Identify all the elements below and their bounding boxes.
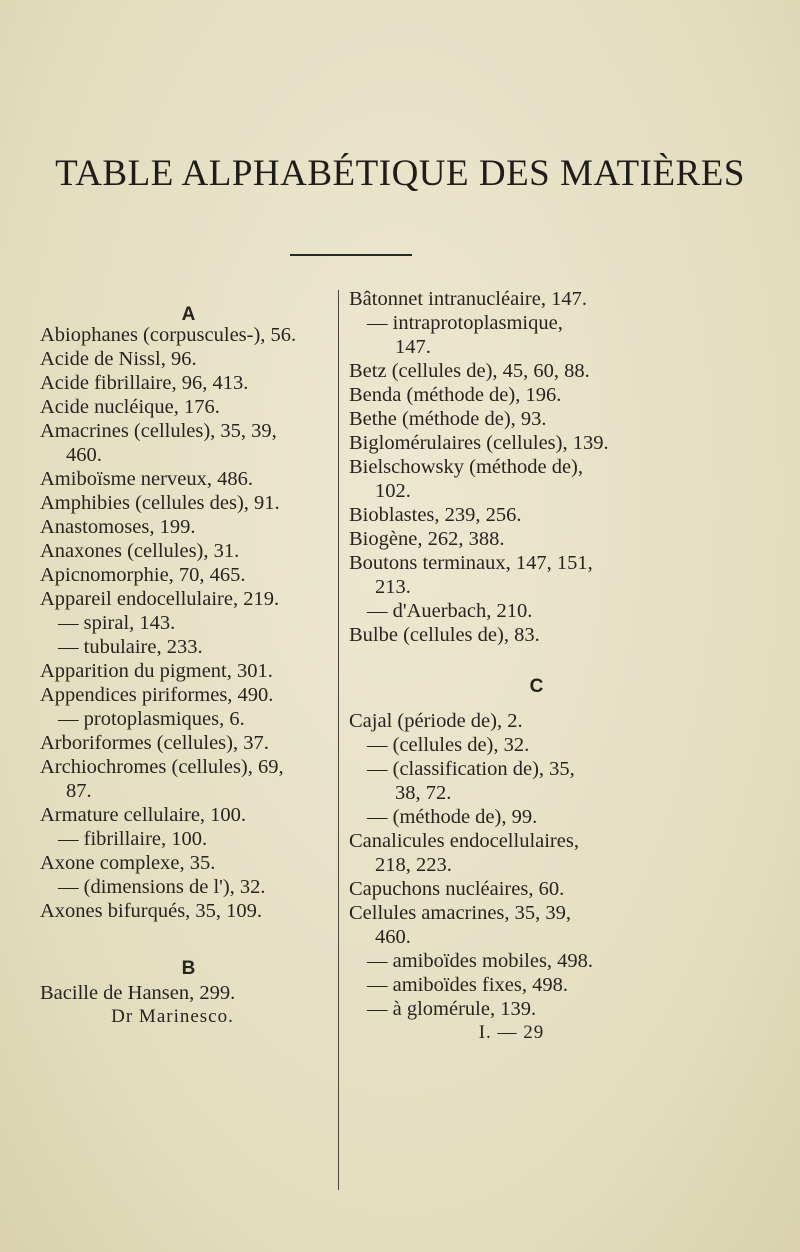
index-entry: Armature cellulaire, 100. — [40, 804, 247, 826]
index-entry: Cellules amacrines, 35, 39, — [349, 902, 572, 924]
index-entry: Canalicules endocellulaires, — [349, 830, 579, 852]
index-entry: — intraprotoplasmique, — [367, 312, 563, 334]
right-column — [349, 287, 764, 1045]
index-entry: Appareil endocellulaire, 219. — [40, 588, 280, 610]
index-entry: — protoplasmiques, 6. — [58, 708, 245, 730]
index-entry: 460. — [66, 444, 102, 466]
section-heading-a: A — [181, 304, 196, 325]
index-entry: Boutons terminaux, 147, 151, — [349, 552, 593, 574]
entries-b — [40, 981, 345, 1005]
entries-c — [349, 709, 764, 1021]
index-entry: — (méthode de), 99. — [367, 806, 538, 828]
index-entry: Arboriformes (cellules), 37. — [40, 732, 269, 754]
index-entry: — (classification de), 35, — [367, 758, 575, 780]
section-heading-b: B — [181, 958, 196, 979]
index-entry: — (dimensions de l'), 32. — [58, 876, 266, 898]
page-signature: I. — 29 — [478, 1022, 545, 1043]
index-entry: — fibrillaire, 100. — [58, 828, 208, 850]
index-entry: Appendices piriformes, 490. — [40, 684, 274, 706]
index-entry: Bulbe (cellules de), 83. — [349, 624, 540, 646]
index-entry: Axones bifurqués, 35, 109. — [40, 900, 263, 922]
index-entry: Archiochromes (cellules), 69, — [40, 756, 284, 778]
index-entry: Biglomérulaires (cellules), 139. — [349, 432, 609, 454]
index-entry: Amacrines (cellules), 35, 39, — [40, 420, 277, 442]
index-entry: Apicnomorphie, 70, 465. — [40, 564, 246, 586]
index-entry: Abiophanes (corpuscules-), 56. — [40, 324, 297, 346]
index-entry: 460. — [375, 926, 411, 948]
index-entry: Acide nucléique, 176. — [40, 396, 220, 418]
index-entry: Acide fibrillaire, 96, 413. — [40, 372, 249, 394]
index-entry: — (cellules de), 32. — [367, 734, 530, 756]
index-entry: — d'Auerbach, 210. — [367, 600, 533, 622]
index-entry: Anastomoses, 199. — [40, 516, 196, 538]
entries-b-continued — [349, 287, 764, 647]
index-entry: — amiboïdes mobiles, 498. — [367, 950, 594, 972]
index-entry: 102. — [375, 480, 411, 502]
index-entry: Apparition du pigment, 301. — [40, 660, 273, 682]
index-entry: Capuchons nucléaires, 60. — [349, 878, 565, 900]
index-entry: 38, 72. — [395, 782, 452, 804]
index-entry: — tubulaire, 233. — [58, 636, 203, 658]
index-entry: Bâtonnet intranucléaire, 147. — [349, 288, 587, 310]
index-entry: Acide de Nissl, 96. — [40, 348, 197, 370]
index-entry: Axone complexe, 35. — [40, 852, 216, 874]
index-entry: Amiboïsme nerveux, 486. — [40, 468, 253, 490]
footer-signature: Dr Marinesco. — [111, 1006, 234, 1027]
index-entry: Bacille de Hansen, 299. — [40, 982, 236, 1004]
index-entry: Anaxones (cellules), 31. — [40, 540, 240, 562]
index-entry: Amphibies (cellules des), 91. — [40, 492, 280, 514]
index-entry: 87. — [66, 780, 92, 802]
index-entry: 213. — [375, 576, 411, 598]
index-entry: Bielschowsky (méthode de), — [349, 456, 583, 478]
index-entry: Bioblastes, 239, 256. — [349, 504, 522, 526]
left-column — [40, 287, 345, 1029]
entries-a — [40, 323, 345, 923]
section-heading-c: C — [529, 676, 544, 697]
index-entry: — amiboïdes fixes, 498. — [367, 974, 568, 996]
index-entry: — spiral, 143. — [58, 612, 176, 634]
index-entry: 147. — [395, 336, 431, 358]
page-title: TABLE ALPHABÉTIQUE DES MATIÈRES — [55, 153, 745, 194]
title-rule — [290, 254, 412, 256]
index-entry: Betz (cellules de), 45, 60, 88. — [349, 360, 590, 382]
index-entry: Benda (méthode de), 196. — [349, 384, 562, 406]
index-entry: Biogène, 262, 388. — [349, 528, 505, 550]
index-entry: — à glomérule, 139. — [367, 998, 537, 1020]
index-entry: 218, 223. — [375, 854, 452, 876]
index-entry: Bethe (méthode de), 93. — [349, 408, 547, 430]
index-entry: Cajal (période de), 2. — [349, 710, 523, 732]
